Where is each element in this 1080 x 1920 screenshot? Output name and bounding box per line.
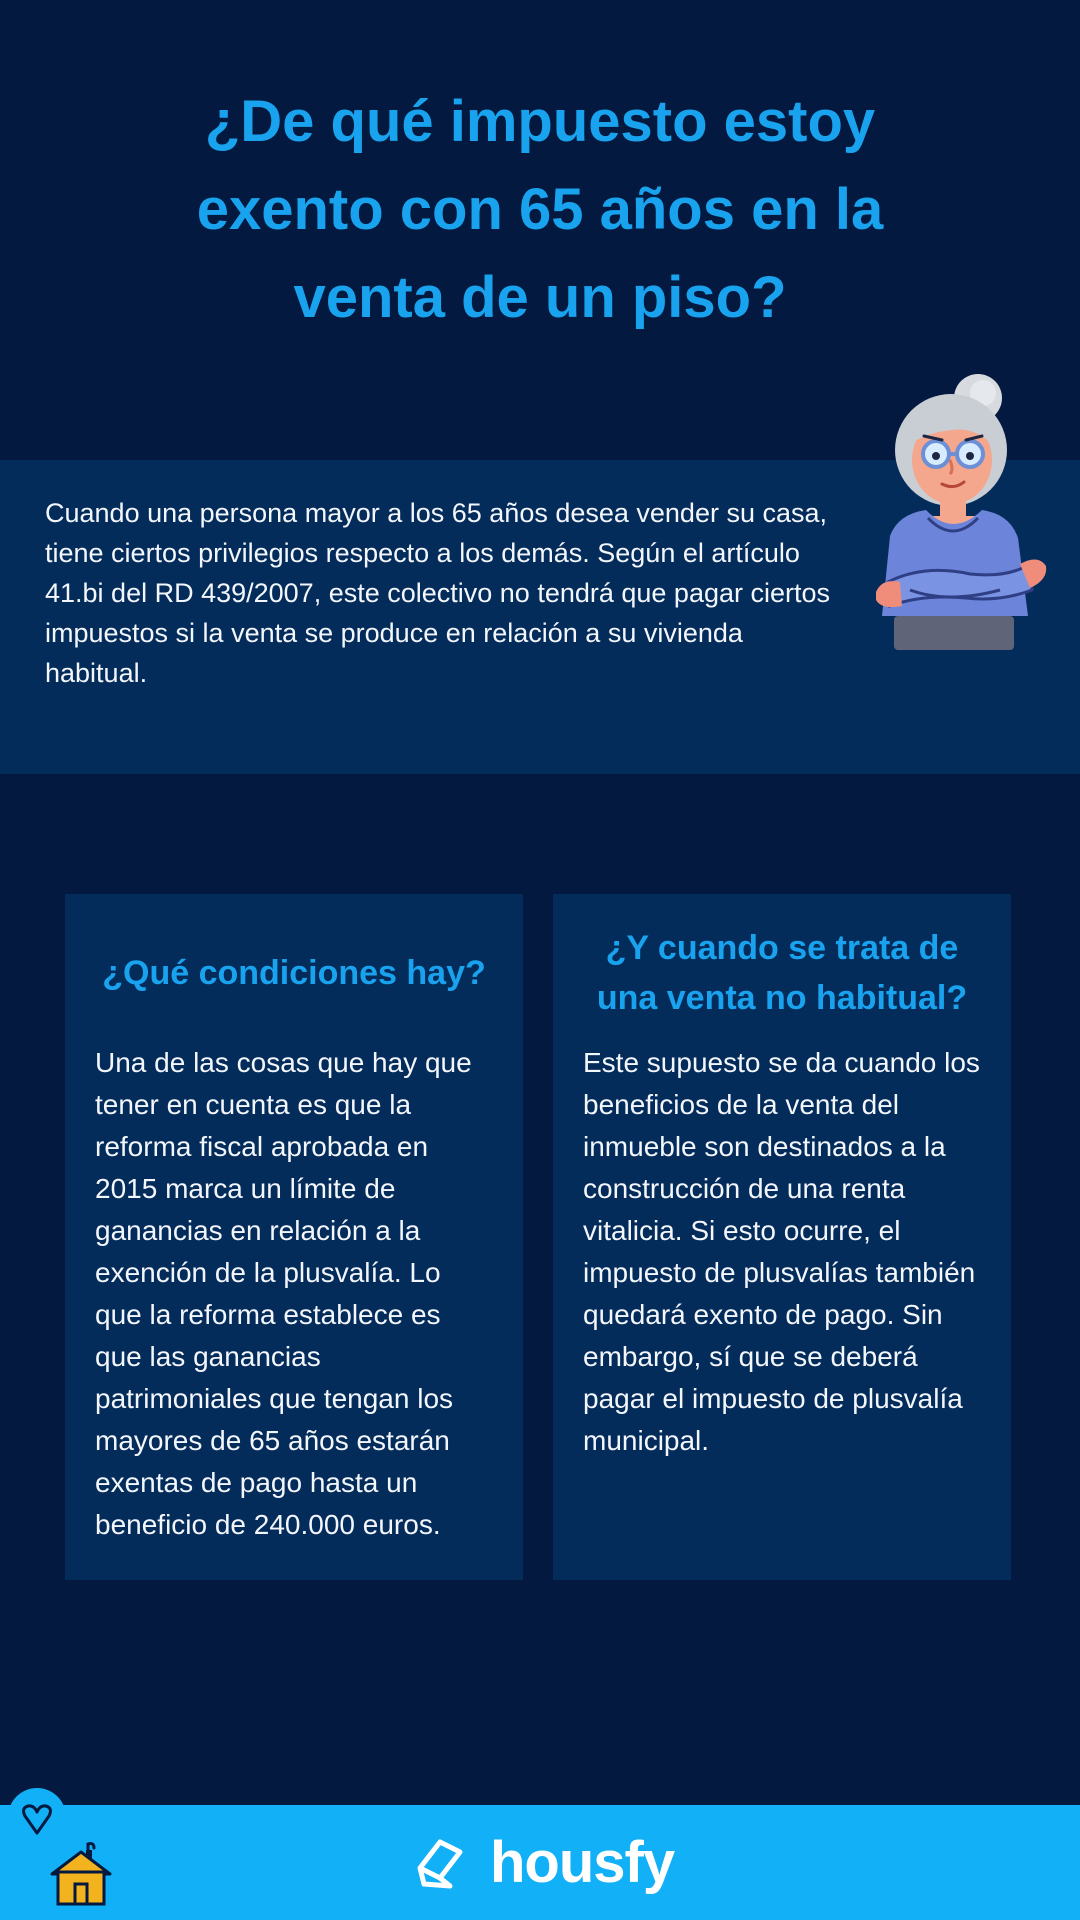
page-title: ¿De qué impuesto estoy exento con 65 años en la venta de un piso? xyxy=(196,89,884,330)
conditions-text: Una de las cosas que hay que tener en cuenta es que la reforma fiscal aprobada en 2015 marca un límite de ganancias en relación a la exención de la plusvalía. Lo que la reforma establece es que las ganancias patrimoniales que tengan los mayores de 65 años estarán exentas de pago hasta un beneficio de 240.000 euros. xyxy=(95,1047,472,1540)
non-habitual-sale-text: Este supuesto se da cuando los beneficios de la venta del inmueble son destinados a la construcción de una renta vitalicia. Si esto ocurre, el impuesto de plusvalías también quedará exento de pago. Sin embargo, sí que se deberá pagar el impuesto de plusvalía municipal. xyxy=(583,1047,980,1456)
housfy-logo-icon xyxy=(410,1834,468,1892)
conditions-heading: ¿Qué condiciones hay? xyxy=(102,954,486,992)
brand-name: housfy xyxy=(490,1830,675,1895)
heart-badge xyxy=(8,1788,66,1846)
conditions-card xyxy=(65,894,523,1580)
non-habitual-sale-heading: ¿Y cuando se trata de una venta no habitual? xyxy=(596,929,968,1017)
grandma-illustration xyxy=(870,368,1050,706)
non-habitual-sale-card xyxy=(553,894,1011,1580)
heart-icon xyxy=(20,1802,54,1836)
intro-text: Cuando una persona mayor a los 65 años desea vender su casa, tiene ciertos privilegios respecto a los demás. Según el artículo 41.bi del RD 439/2007, este colectivo no tendrá que pagar ciertos impuestos si la venta se produce en relación a su vivienda habitual. xyxy=(45,498,831,688)
brand-logo xyxy=(410,1828,674,1898)
house-icon xyxy=(48,1840,114,1906)
